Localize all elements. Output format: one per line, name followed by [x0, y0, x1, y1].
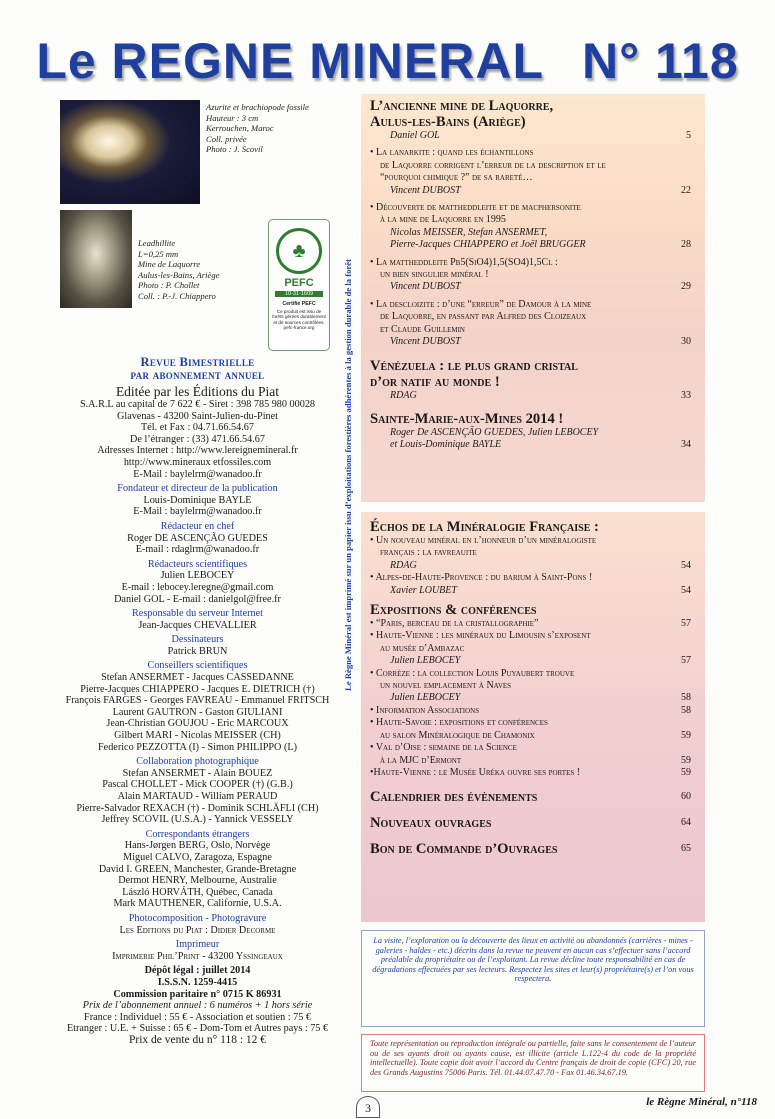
toc-title: • Corrèze : la collection Louis Puyaubert trouve [370, 667, 575, 679]
section-heading: Photocomposition - Photogravure [128, 912, 267, 924]
credit-line: Pascal CHOLLET - Mick COOPER (†) (G.B.) [102, 779, 293, 791]
toc-title: de Laquorre, en passant par Alfred des Cloizeaux [380, 311, 587, 323]
pefc-cert: Certifié PEFC [282, 301, 316, 307]
azurite-photo [60, 100, 200, 204]
toc-entry[interactable] [370, 257, 697, 294]
azurite-caption [206, 102, 346, 155]
issue-number: N° 118 [582, 33, 739, 89]
credit-line: László HORVÁTH, Québec, Canada [122, 886, 273, 898]
copyright-notice: Toute représentation ou reproduction intégrale ou partielle, faite sans le consentement de l’auteur ou de ses ayants droit ou ayants cause, est illicite (article L.122-4 du code de la propriété intellectuelle). Toute copie doit avoir l’accord du Centre français de droit de copie (CFC) 20, rue des Grands Augustins 75006 Paris. Tél. 01.44.07.47.70 - Fax 01.46.34.67.19. [361, 1034, 705, 1092]
toc-entry[interactable]: • Information Associations 58 [370, 704, 691, 716]
page-number: 58 [681, 692, 691, 704]
section-heading: Rédacteur en chef [160, 520, 235, 532]
toc-title: à la MJC d’Ermont 59 [380, 754, 691, 766]
credit-line: Patrick BRUN [167, 645, 228, 657]
toc-entry[interactable] [370, 717, 697, 742]
toc-entry[interactable]: Calendrier des évènements 60 [370, 789, 691, 806]
credit-line: Federico PEZZOTTA (I) - Simon PHILIPPO (L) [98, 741, 297, 753]
section-heading: Fondateur et directeur de la publication [117, 483, 278, 495]
toc-title: • Alpes-de-Haute-Provence : du barium à Saint-Pons ! [370, 572, 593, 584]
toc-title: “pourquoi chimique ?” de sa rareté… [380, 172, 533, 184]
credit-line: Stefan ANSERMET - Alain BOUEZ [122, 767, 273, 779]
page-number-badge: 3 [356, 1096, 380, 1118]
toc-title: Vénézuela : le plus grand cristal [370, 357, 578, 374]
masthead-credits [60, 356, 335, 1046]
credit-line: Dermot HENRY, Melbourne, Australie [118, 875, 277, 887]
eco-notice-text: Le Règne Minéral est imprimé sur un papier issu d’exploitations forestières adhérentes à la gestion durable de la forêt [343, 259, 353, 691]
issn: I.S.S.N. 1259-4415 [157, 976, 238, 988]
credit-line: Louis-Dominique BAYLE [143, 494, 252, 506]
toc-entry[interactable] [370, 358, 697, 402]
toc-title: • La descloizite : d’une “erreur” de Damour à la mine [370, 298, 592, 310]
page-number: 57 [681, 618, 691, 630]
page-number: 54 [681, 559, 691, 571]
credit-line: Jean-Jacques CHEVALLIER [138, 619, 257, 631]
page-number: 60 [681, 791, 691, 803]
pefc-name: PEFC [284, 277, 314, 289]
address-line: Glavenas - 43200 Saint-Julien-du-Pinet [117, 410, 278, 422]
eco-notice-vertical [340, 95, 356, 855]
toc-title: au musée d’Ambazac [380, 642, 465, 654]
toc-entry[interactable]: •Haute-Vienne : le Musée Uréka ouvre ses portes ! 59 [370, 766, 691, 778]
pefc-text: Ce produit est issu de forêts gérées durablement et de sources contrôlées. pefc-france.org [272, 309, 326, 331]
caption-line: Kerrouchen, Maroc [206, 123, 274, 134]
credit-line: David I. GREEN, Manchester, Grande-Bretagne [98, 863, 297, 875]
page-number: 65 [681, 843, 691, 855]
subscription-price: France : Individuel : 55 € - Association et soutien : 75 € [84, 1011, 311, 1023]
page-number: 54 [681, 584, 691, 596]
toc-title: • Un nouveau minéral en l’honneur d’un minéralogiste [370, 535, 597, 546]
email-link[interactable]: E-mail : rdaglrm@wanadoo.fr [135, 544, 260, 556]
page-number: 22 [681, 184, 691, 196]
phone-line: De l’étranger : (33) 471.66.54.67 [130, 433, 265, 445]
toc-title: à la mine de Laquorre en 1995 [380, 214, 506, 226]
toc-title: • Haute-Vienne : les minéraux du Limousin s’exposent [370, 630, 591, 642]
caption-line: Azurite et brachiopode fossile [206, 102, 309, 112]
credit-line: Jeffrey SCOVIL (U.S.A.) - Yannick VESSELY [101, 814, 294, 826]
toc-title: un nouvel emplacement à Naves [380, 680, 512, 692]
toc-title: français : la favreauite [380, 547, 477, 559]
page-number: 28 [681, 239, 691, 251]
subscription-price: Prix de l’abonnement annuel : 6 numéros + 1 hors série [82, 1000, 313, 1012]
toc-title: • La lanarkite : quand les échantillons [370, 147, 534, 159]
company-line: S.A.R.L au capital de 7 622 € - Siret : 398 785 980 00028 [79, 399, 316, 410]
commission: Commission paritaire n° 0715 K 86931 [113, 988, 282, 1000]
caption-line: Coll. privée [206, 133, 247, 144]
page-number: 64 [681, 817, 691, 829]
toc-entry[interactable] [370, 98, 697, 142]
toc-entry[interactable] [370, 572, 697, 597]
section-heading: Correspondants étrangers [145, 828, 250, 840]
toc-author: RDAG 54 [390, 559, 691, 571]
caption-line: Aulus-les-Bains, Ariège [138, 269, 220, 280]
toc-author: Xavier LOUBET 54 [390, 584, 691, 596]
section-heading: Imprimeur [175, 939, 220, 951]
page-number: 33 [681, 389, 691, 401]
page-number: 58 [681, 704, 691, 716]
credit-line: Pierre-Jacques CHIAPPERO - Jacques E. DIETRICH (†) [80, 683, 315, 695]
website-link[interactable]: http://www.mineraux etfossiles.com [123, 456, 272, 468]
site-visit-notice: La visite, l’exploration ou la découverte des lieux en activité ou abandonnés (carrières - mines - galeries - haldes - etc.) décrits dans la revue ne peuvent en aucun cas s’effectuer sans l’accord préalable du propriétaire ou de l’exploitant. La revue décline toute responsabilité en cas de dégradations effectuées par ses lecteurs. Respectez les sites et leur(s) propriétaire(s) et l’on vous respectera. [361, 930, 705, 1027]
section-heading: Rédacteurs scientifiques [147, 558, 248, 570]
pefc-label [268, 219, 330, 351]
credit-line: Laurent GAUTRON - Gaston GIULIANI [112, 706, 283, 718]
toc-author: Vincent DUBOST 29 [390, 281, 691, 293]
credit-line: Les Editions du Piat : Didier Decorme [119, 924, 276, 936]
leadhillite-photo [60, 210, 132, 308]
toc-author: Nicolas MEISSER, Stefan ANSERMET, [390, 226, 548, 238]
credit-line: Jean-Christian GOUJOU - Eric MARCOUX [106, 718, 289, 730]
caption-line: Photo : J. Scovil [206, 144, 263, 155]
tree-icon: ♣ [276, 228, 322, 274]
page-number: 30 [681, 336, 691, 348]
revue-line: Revue Bimestrielle [140, 355, 255, 369]
toc-author: Julien LEBOCEY 58 [390, 692, 691, 704]
email-link[interactable]: E-mail : lebocey.leregne@gmail.com [121, 581, 274, 593]
credit-line: Julien LEBOCEY [160, 570, 235, 582]
toc-author: Daniel GOL 5 [390, 130, 691, 141]
toc-entry[interactable] [370, 202, 697, 252]
page-number: 59 [681, 729, 691, 741]
toc-section-heading: Échos de la Minéralogie Française : [370, 519, 599, 535]
credit-line: François FARGES - Georges FAVREAU - Emmanuel FRITSCH [65, 695, 330, 707]
toc-title: un bien singulier minéral ! [380, 269, 489, 281]
toc-title: • Découverte de mattheddleite et de macphersonite [370, 202, 581, 214]
issue-price: Prix de vente du n° 118 : 12 € [128, 1033, 267, 1046]
toc-title: L’ancienne mine de Laquorre, [370, 98, 554, 114]
publisher: Editée par les Éditions du Piat [115, 384, 280, 399]
toc-entry[interactable] [370, 535, 697, 572]
page-number: 59 [681, 754, 691, 766]
toc-author: RDAG 33 [390, 389, 691, 401]
pefc-code: 10-31-1609 [275, 291, 323, 297]
toc-entry[interactable]: Bon de Commande d’Ouvrages 65 [370, 841, 691, 858]
credit-line: Miguel CALVO, Zaragoza, Espagne [123, 851, 272, 863]
page-number: 5 [686, 130, 691, 141]
section-heading: Collaboration photographique [136, 756, 259, 768]
toc-author: et Louis-Dominique BAYLE 34 [390, 439, 691, 451]
credit-line: Alain MARTAUD - William PERAUD [117, 791, 278, 802]
section-heading: Dessinateurs [171, 634, 224, 646]
credit-line: Stefan ANSERMET - Jacques CASSEDANNE [101, 672, 294, 684]
toc-author: Vincent DUBOST 30 [390, 336, 691, 348]
toc-entry[interactable] [370, 299, 697, 349]
toc-entry[interactable] [370, 147, 697, 197]
toc-author: Roger De ASCENÇÃO GUEDES, Julien LEBOCEY [390, 426, 599, 438]
credit-line: Gilbert MARI - Nicolas MEISSER (CH) [114, 730, 281, 742]
credit-line: Pierre-Salvador REXACH (†) - Dominik SCHLÄFLI (CH) [76, 802, 319, 814]
email-link[interactable]: E-Mail : baylelrm@wanadoo.fr [133, 506, 262, 518]
email-link[interactable]: Daniel GOL - E-mail : danielgol@free.fr [114, 593, 281, 605]
credit-line: Mark MAUTHENER, Californie, U.S.A. [113, 898, 282, 910]
caption-line: Coll. : P.-J. Chiappero [138, 290, 216, 301]
toc-title: et Claude Guillemin [380, 323, 465, 335]
masthead-title [0, 32, 775, 90]
credit-line: Hans-Jørgen BERG, Oslo, Norvège [124, 840, 271, 852]
toc-title: • Haute-Savoie : expositions et conférences [370, 717, 548, 729]
toc-section-heading: Expositions & conférences [370, 602, 537, 619]
revue-line: par abonnement annuel [130, 368, 265, 382]
email-link[interactable]: E-Mail : baylelrm@wanadoo.fr [133, 468, 262, 480]
toc-title: • Val d’Oise : semaine de la Science [370, 742, 517, 754]
toc-entry[interactable]: • “Paris, berceau de la cristallographie” 57 [370, 618, 691, 630]
subscription-price: Etranger : U.E. + Suisse : 65 € - Dom-Tom et Autres pays : 75 € [66, 1023, 329, 1035]
toc-entry[interactable] [370, 742, 697, 767]
website-link[interactable]: Adresses Internet : http://www.lereignemineral.fr [97, 445, 298, 457]
credit-line: Roger DE ASCENÇÃO GUEDES [127, 532, 268, 544]
section-heading: Conseillers scientifiques [147, 660, 248, 672]
footer-title: le Règne Minéral, n°118 [646, 1096, 757, 1108]
toc-title: Aulus-les-Bains (Ariège) [370, 114, 526, 130]
toc-entry[interactable] [370, 668, 697, 705]
toc-author: Vincent DUBOST 22 [390, 184, 691, 196]
leadhillite-caption [138, 238, 268, 302]
toc-title: Sainte-Marie-aux-Mines 2014 ! [370, 410, 564, 427]
toc-title: d’or natif au monde ! [370, 373, 500, 390]
toc-entry[interactable] [370, 630, 697, 667]
magazine-name: Le REGNE MINERAL [36, 33, 545, 89]
toc-main [361, 94, 705, 502]
toc-author: Julien LEBOCEY 57 [390, 655, 691, 667]
toc-entry[interactable] [370, 411, 697, 452]
toc-news [361, 512, 705, 922]
legal-deposit: Dépôt légal : juillet 2014 [144, 965, 251, 977]
credit-line: Imprimerie Phil’Print - 43200 Yssingeaux [112, 950, 283, 962]
section-heading: Responsable du serveur Internet [132, 608, 263, 620]
toc-author: Pierre-Jacques CHIAPPERO et Joël BRUGGER 28 [390, 239, 691, 251]
toc-title: • La mattheddleite Pb5(SiO4)1,5(SO4)1,5Cl : [370, 256, 558, 268]
caption-line: Mine de Laquorre [138, 259, 201, 270]
page-number: 34 [681, 439, 691, 451]
toc-title: au salon Minéralogique de Chamonix 59 [380, 729, 691, 741]
toc-title: de Laquorre corrigent l’erreur de la description et le [380, 159, 606, 171]
page-number: 29 [681, 281, 691, 293]
page-number: 59 [681, 766, 691, 778]
caption-line: Photo : P. Chollet [138, 280, 200, 291]
caption-line: L=0,25 mm [138, 248, 179, 259]
caption-line: Leadhillite [138, 238, 176, 248]
phone-line: Tél. et Fax : 04.71.66.54.67 [141, 422, 254, 434]
toc-entry[interactable]: Nouveaux ouvrages 64 [370, 815, 691, 832]
page-number: 57 [681, 655, 691, 667]
caption-line: Hauteur : 3 cm [206, 112, 259, 123]
